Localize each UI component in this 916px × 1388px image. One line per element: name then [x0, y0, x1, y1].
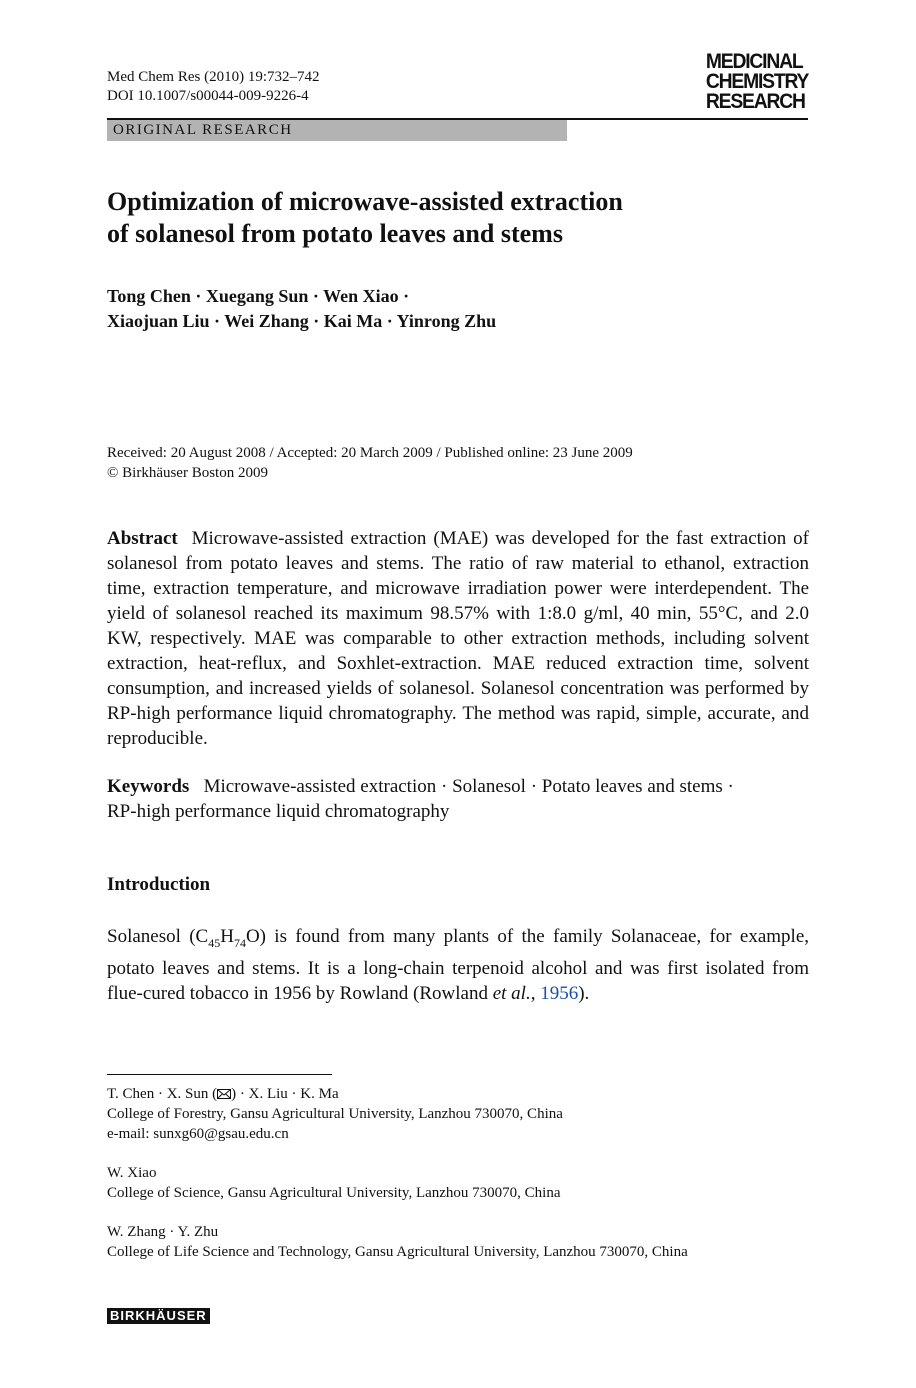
- abstract-text: Microwave-assisted extraction (MAE) was developed for the fast extraction of solanesol from potato leaves and stems. The ratio of raw material to ethanol, extraction time, extraction temperature, and microwave irradiation power were interdependent. The yield of solanesol reached its maximum 98.57% with 1:8.0 g/ml, 40 min, 55°C, and 2.0 KW, respectively. MAE was comparable to other extraction methods, including solvent extraction, heat-reflux, and Soxhlet-extraction. MAE reduced extraction time, solvent consumption, and increased yields of solanesol. Solanesol concentration was performed by RP-high performance liquid chromatography. The method was rapid, simple, accurate, and reproducible.: [107, 528, 809, 749]
- et-al: et al.: [492, 982, 531, 1004]
- logo-line-2: CHEMISTRY: [705, 70, 808, 93]
- affiliation-3-names: W. Zhang · Y. Zhu: [107, 1224, 219, 1240]
- abstract-label: Abstract: [107, 528, 178, 549]
- authors-line-2: Xiaojuan Liu · Wei Zhang · Kai Ma · Yinrong Zhu: [107, 311, 497, 331]
- logo-line-1: MEDICINAL: [705, 50, 803, 73]
- journal-logo: [706, 52, 808, 112]
- publication-dates: [107, 443, 807, 483]
- affiliation-1-names-b: ) · X. Liu · K. Ma: [231, 1086, 339, 1102]
- keywords-label: Keywords: [107, 776, 190, 797]
- affiliation-1-institution: College of Forestry, Gansu Agricultural University, Lanzhou 730070, China: [107, 1106, 563, 1122]
- affiliation-2-institution: College of Science, Gansu Agricultural University, Lanzhou 730070, China: [107, 1185, 561, 1201]
- affiliation-3-institution: College of Life Science and Technology, Gansu Agricultural University, Lanzhou 730070, China: [107, 1244, 688, 1260]
- affiliation-2-names: W. Xiao: [107, 1165, 157, 1181]
- footnote-rule: [107, 1074, 332, 1075]
- logo-line-3: RESEARCH: [705, 90, 805, 113]
- subscript-74: 74: [233, 935, 246, 950]
- abstract: [107, 526, 809, 751]
- doi-text: DOI 10.1007/s00044-009-9226-4: [107, 88, 309, 104]
- dates-line: Received: 20 August 2008 / Accepted: 20 March 2009 / Published online: 23 June 2009: [107, 445, 633, 461]
- introduction-paragraph: [107, 924, 809, 1006]
- copyright-line: © Birkhäuser Boston 2009: [107, 465, 268, 481]
- envelope-icon: [217, 1089, 231, 1099]
- intro-text-c: O) is found from many plants of the family Solanaceae, for example, potato leaves and stems. It is a long-chain terpenoid alcohol and was first isolated from flue-cured tobacco in 1956 by Rowland (Rowland: [107, 926, 810, 1004]
- section-label-text: ORIGINAL RESEARCH: [113, 122, 293, 138]
- corresponding-email[interactable]: e-mail: sunxg60@gsau.edu.cn: [107, 1126, 289, 1142]
- authors-line-1: Tong Chen · Xuegang Sun · Wen Xiao ·: [107, 286, 410, 306]
- section-label: [107, 120, 567, 141]
- keywords-line-2: RP-high performance liquid chromatography: [107, 801, 450, 822]
- affiliation-1: [107, 1084, 807, 1144]
- affiliation-1-names: [107, 1084, 807, 1104]
- title-line-1: Optimization of microwave-assisted extraction: [107, 187, 623, 216]
- intro-text-e: ).: [578, 982, 590, 1004]
- citation-link-1956[interactable]: 1956: [540, 982, 579, 1004]
- title-line-2: of solanesol from potato leaves and stems: [107, 219, 563, 248]
- intro-text-a: Solanesol (C: [107, 926, 209, 947]
- introduction-heading: Introduction: [107, 874, 211, 895]
- subscript-45: 45: [208, 935, 221, 950]
- keywords: [107, 774, 809, 824]
- affiliation-2: [107, 1163, 807, 1203]
- publisher-logo: BIRKHÄUSER: [107, 1308, 210, 1324]
- citation-text: Med Chem Res (2010) 19:732–742: [107, 69, 320, 85]
- author-list: [107, 284, 727, 334]
- affiliation-1-names-a: T. Chen · X. Sun (: [107, 1086, 218, 1102]
- intro-text-d: ,: [530, 982, 541, 1004]
- keywords-line-1: Microwave-assisted extraction · Solanesol · Potato leaves and stems ·: [203, 776, 734, 797]
- affiliation-3: [107, 1222, 807, 1262]
- journal-citation: [107, 68, 319, 106]
- paper-title: [107, 186, 727, 250]
- intro-text-b: H: [220, 926, 234, 947]
